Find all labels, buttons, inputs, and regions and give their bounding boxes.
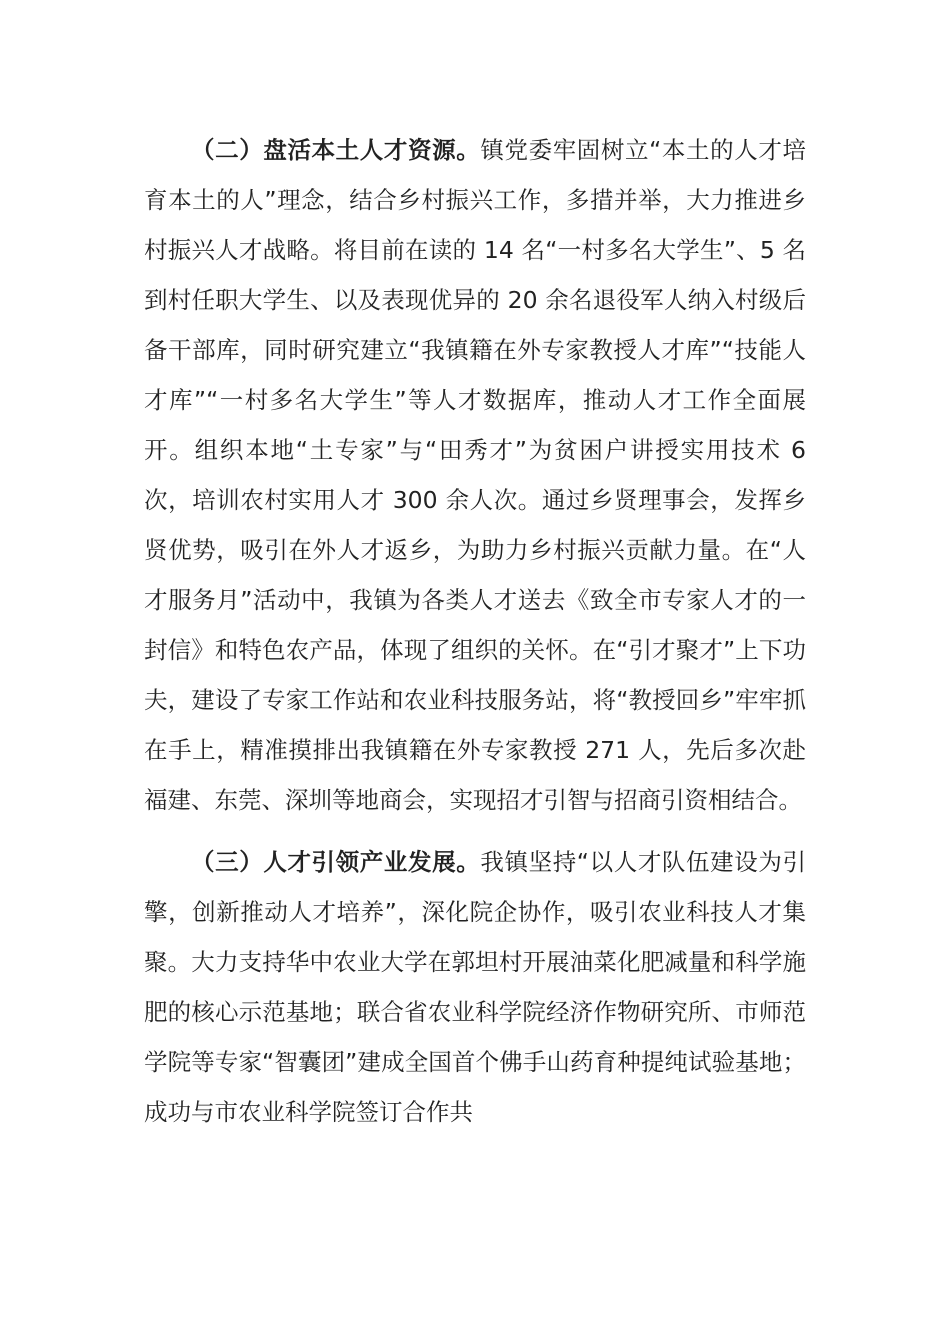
section-heading-3: （三）人才引领产业发展。 bbox=[191, 848, 481, 876]
paragraph-industry-development bbox=[144, 837, 806, 1137]
paragraph-body: 镇党委牢固树立“本土的人才培育本土的人”理念，结合乡村振兴工作，多措并举，大力推进乡村振兴人才战略。将目前在读的 14 名“一村多名大学生”、5 名到村任职大学生、以及表现优异的 20 余名退役军人纳入村级后备干部库，同时研究建立“我镇籍在外专家教授人才库”“技能人才库”“一村多名大学生”等人才数据库，推动人才工作全面展开。组织本地“土专家”与“田秀才”为贫困户讲授实用技术 6 次，培训农村实用人才 300 余人次。通过乡贤理事会，发挥乡贤优势，吸引在外人才返乡，为助力乡村振兴贡献力量。在“人才服务月”活动中，我镇为各类人才送去《致全市专家人才的一封信》和特色农产品，体现了组织的关怀。在“引才聚才”上下功夫，建设了专家工作站和农业科技服务站，将“教授回乡”牢牢抓在手上，精准摸排出我镇籍在外专家教授 271 人，先后多次赴福建、东莞、深圳等地商会，实现招才引智与招商引资相结合。 bbox=[144, 136, 806, 814]
document-page bbox=[144, 125, 806, 1137]
paragraph-talent-resources bbox=[144, 125, 806, 825]
paragraph-body: 我镇坚持“以人才队伍建设为引擎，创新推动人才培养”，深化院企协作，吸引农业科技人才集聚。大力支持华中农业大学在郭坦村开展油菜化肥减量和科学施肥的核心示范基地；联合省农业科学院经济作物研究所、市师范学院等专家“智囊团”建成全国首个佛手山药育种提纯试验基地；成功与市农业科学院签订合作共 bbox=[144, 848, 806, 1126]
section-heading-2: （二）盘活本土人才资源。 bbox=[191, 136, 481, 164]
